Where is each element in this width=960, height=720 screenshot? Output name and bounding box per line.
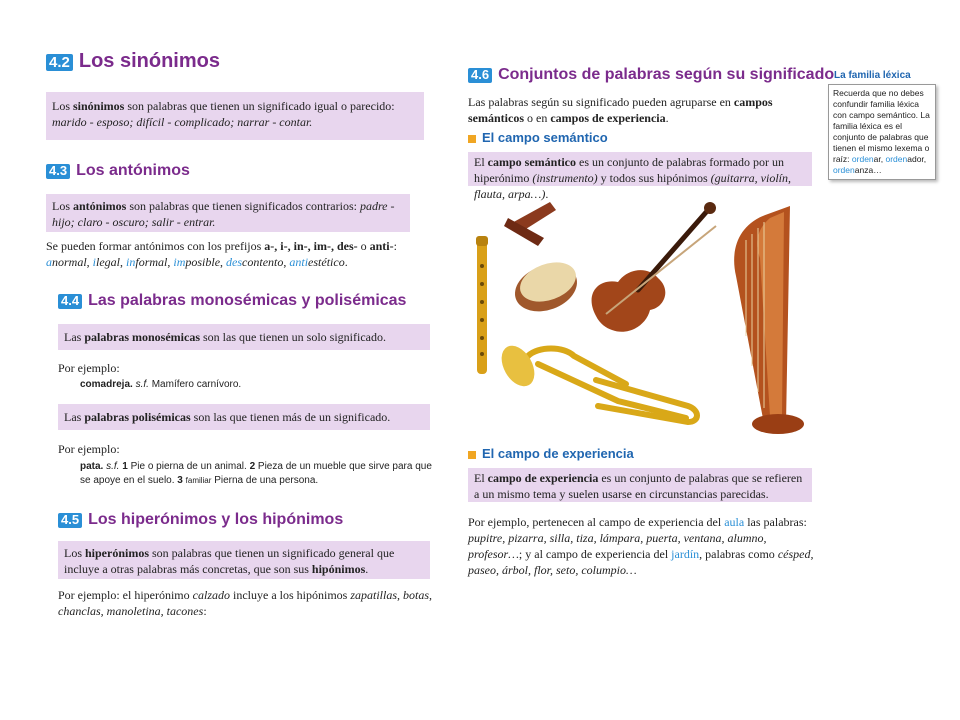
section-number-badge: 4.2: [46, 54, 73, 71]
section-4-4-title: 4.4 Las palabras monosémicas y polisémicas: [58, 292, 406, 310]
square-bullet-icon: [468, 451, 476, 459]
section-number-badge: 4.5: [58, 513, 82, 528]
prefix-examples-text: Se pueden formar antónimos con los prefijos a-, i-, in-, im-, des- o anti-: anormal, ilegal, informal, imposible, descontento, antiestético.: [46, 239, 397, 269]
section-4-3-title: 4.3 Los antónimos: [46, 162, 190, 180]
section-number-badge: 4.4: [58, 294, 82, 309]
tambourine-icon: [508, 255, 583, 319]
flute-icon: [476, 236, 488, 374]
subsection-campo-semantico: El campo semántico: [468, 130, 608, 145]
definition-box-sinonimos: Los sinónimos son palabras que tienen un significado igual o parecido: marido - esposo; difícil - complicado; narrar - contar.: [46, 92, 424, 140]
trombone-icon: [516, 349, 697, 423]
definition-box-campo-experiencia: El campo de experiencia es un conjunto de palabras que se refieren a un mismo tema y suelen usarse en circunstancias parecidas.: [468, 468, 812, 502]
por-ejemplo-label: Por ejemplo:: [58, 442, 120, 456]
dictionary-entry-comadreja: comadreja. s.f. Mamífero carnívoro.: [80, 379, 242, 390]
section-4-5-title: 4.5 Los hiperónimos y los hipónimos: [58, 511, 343, 529]
por-ejemplo-label: Por ejemplo:: [58, 361, 120, 375]
definition-box-monosemicas: Las palabras monosémicas son las que tienen un solo significado.: [58, 324, 430, 350]
harp-icon: [734, 206, 804, 434]
section-number-badge: 4.6: [468, 68, 492, 83]
dictionary-entry-pata: pata. s.f. 1 Pie o pierna de un animal. 2 Pieza de un mueble que sirve para que se apoye en el suelo. 3 familiar Pierna de una persona.: [80, 461, 432, 486]
hiperonimo-example-text: Por ejemplo: el hiperónimo calzado incluye a los hipónimos zapatillas, botas, chanclas, manoletina, tacones:: [58, 588, 433, 618]
sidebar-title: La familia léxica: [834, 70, 911, 81]
sidebar-familia-lexica: Recuerda que no debes confundir familia léxica con campo semántico. La familia léxica es el conjunto de palabras que tienen el mismo lexema o raíz: ordenar, ordenador, ordenanza…: [828, 84, 936, 180]
section-4-6-intro: Las palabras según su significado pueden agruparse en campos semánticos o en campos de experiencia.: [468, 95, 773, 125]
definition-box-campo-semantico: El campo semántico es un conjunto de palabras formado por un hiperónimo (instrumento) y todos sus hipónimos (guitarra, violín, flauta, arpa…).: [468, 152, 812, 186]
definition-box-hiperonimos: Los hiperónimos son palabras que tienen un significado general que incluye a otras palabras más concretas, que son sus hipónimos.: [58, 541, 430, 579]
campo-experiencia-example: Por ejemplo, pertenecen al campo de experiencia del aula las palabras: pupitre, pizarra, silla, tiza, lámpara, puerta, ventana, alumno, profesor…; y al campo de experiencia del jardín, palabras como césped, paseo, árbol, flor, seto, columpio…: [468, 515, 814, 577]
square-bullet-icon: [468, 135, 476, 143]
definition-box-polisemicas: Las palabras polisémicas son las que tienen más de un significado.: [58, 404, 430, 430]
section-4-6-title: 4.6 Conjuntos de palabras según su significado: [468, 66, 834, 84]
definition-box-antonimos: Los antónimos son palabras que tienen significados contrarios: padre - hijo; claro - oscuro; salir - entrar.: [46, 194, 410, 232]
castanets-icon: [504, 202, 556, 246]
instruments-illustration: [468, 196, 820, 440]
section-4-2-title: 4.2 Los sinónimos: [46, 50, 220, 73]
section-number-badge: 4.3: [46, 164, 70, 179]
subsection-campo-experiencia: El campo de experiencia: [468, 446, 634, 461]
violin-icon: [592, 202, 716, 332]
